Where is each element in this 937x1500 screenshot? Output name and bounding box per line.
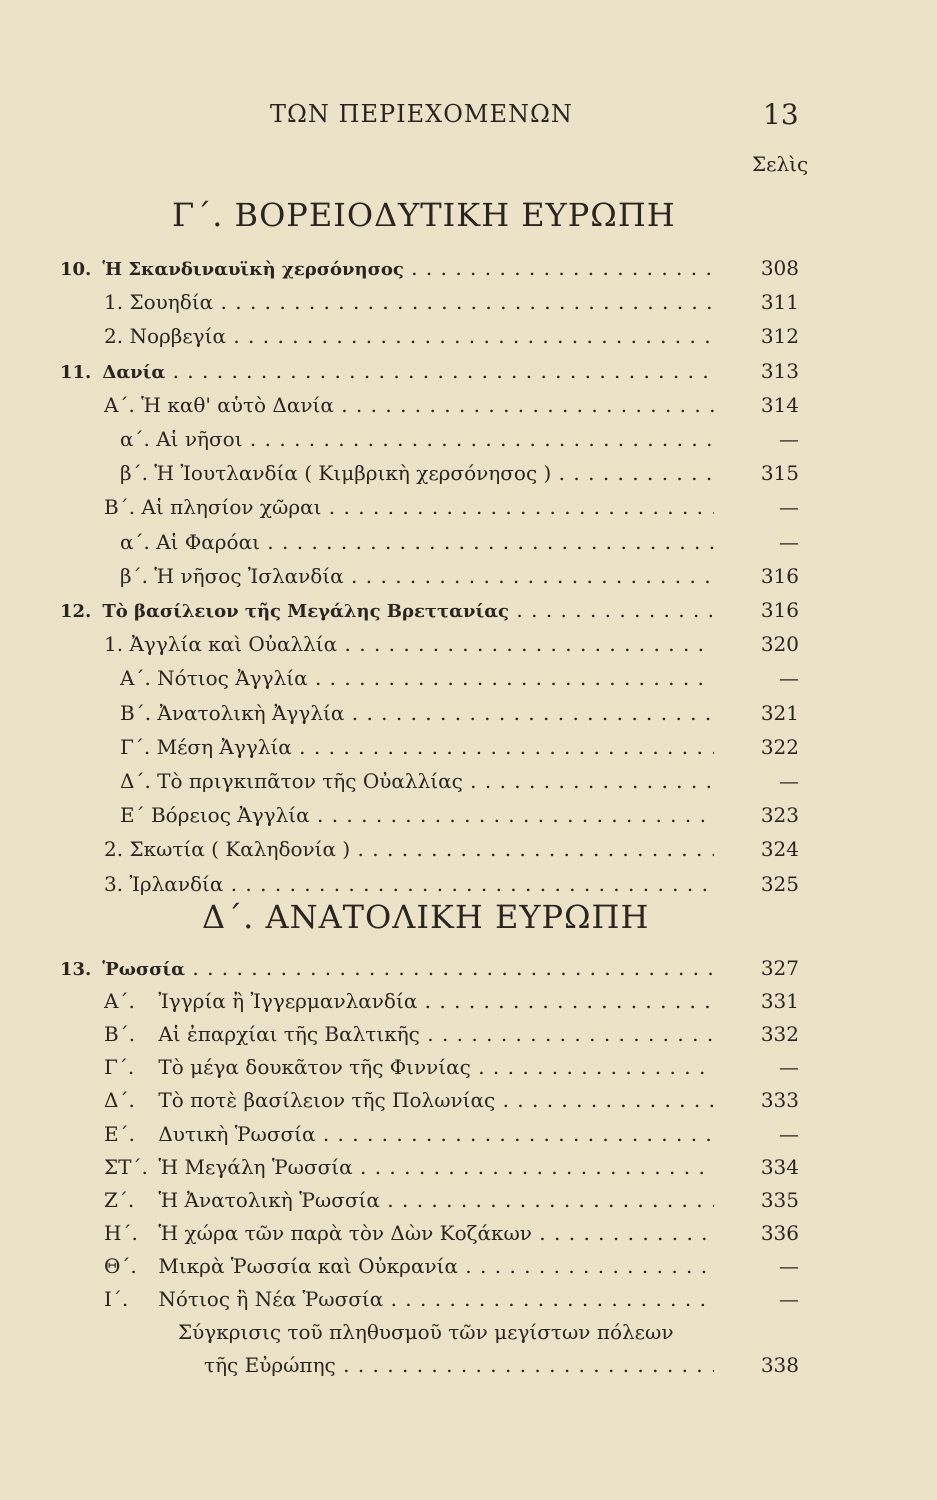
- toc-entry-text: [120, 425, 714, 453]
- toc-entry: [0, 1153, 937, 1187]
- toc-entry-text: [104, 987, 714, 1015]
- toc-entry-text: [104, 1219, 714, 1247]
- toc-entry-label: Τὸ βασίλειον τῆς Μεγάλης Βρεττανίας: [102, 601, 510, 622]
- toc-entry-label: Νότιος ἢ Νέα Ῥωσσία: [158, 1287, 384, 1311]
- toc-entry-page: 324: [760, 837, 799, 862]
- toc-entry-number: Δ΄.: [120, 769, 151, 793]
- toc-entry: [0, 596, 937, 630]
- toc-entry: [0, 357, 937, 391]
- toc-entry-label: Δανία: [102, 361, 166, 383]
- toc-entry: [0, 733, 937, 767]
- toc-entry-number: Η΄.: [104, 1220, 138, 1245]
- toc-entry-label: Τὸ πριγκιπᾶτον τῆς Οὐαλλίας: [157, 769, 463, 793]
- toc-entry-text: [60, 596, 714, 626]
- toc-entry-number: Γ΄.: [104, 1055, 135, 1080]
- toc-entry-text: [104, 1285, 714, 1313]
- toc-entry-page: —: [779, 427, 799, 451]
- toc-entry-number: 2.: [104, 837, 124, 862]
- toc-entry-number: 3.: [104, 871, 124, 896]
- toc-entry-text: [60, 254, 714, 284]
- toc-entry-label: Αἱ πλησίον χῶραι: [141, 495, 322, 520]
- toc-entry-page: 316: [760, 563, 799, 588]
- toc-entry-label: Βόρειος Ἀγγλία: [150, 803, 310, 828]
- toc-entry: [0, 459, 937, 493]
- toc-entry-page: 316: [760, 598, 799, 622]
- toc-entry: [0, 987, 937, 1021]
- toc-entry-label: Τὸ μέγα δουκᾶτον τῆς Φιννίας: [158, 1055, 471, 1080]
- toc-entry-text: [60, 954, 714, 984]
- toc-entry-page: —: [779, 1121, 799, 1146]
- toc-entry-text: [60, 357, 714, 387]
- toc-entry-page: 322: [760, 734, 799, 759]
- toc-entry-page: 308: [760, 256, 799, 280]
- toc-entry-number: 11.: [60, 361, 92, 383]
- toc-entry-label: Μικρὰ Ῥωσσία καὶ Οὐκρανία: [158, 1253, 458, 1278]
- toc-entry-page: 311: [760, 290, 799, 315]
- toc-entry-number: Ι΄.: [104, 1287, 129, 1311]
- toc-entry-text: [104, 493, 714, 521]
- toc-entry-number: ΣΤ΄.: [104, 1154, 148, 1179]
- toc-entry: [0, 528, 937, 562]
- page-number: 13: [763, 98, 799, 131]
- toc-entry: [0, 1053, 937, 1087]
- toc-entry-page: —: [779, 1287, 799, 1311]
- toc-entry-number: Β΄.: [104, 495, 136, 520]
- toc-entry: [0, 1186, 937, 1220]
- toc-entry-page: 312: [760, 324, 799, 349]
- toc-entry-number: β΄.: [120, 563, 148, 588]
- toc-entry: [0, 322, 937, 356]
- toc-entry: [0, 1252, 937, 1286]
- running-title: ΤΩΝ ΠΕΡΙΕΧΟΜΕΝΩΝ: [270, 100, 573, 128]
- toc-entry-label: Δυτικὴ Ῥωσσία: [158, 1121, 316, 1146]
- toc-entry-number: 13.: [60, 959, 92, 980]
- toc-entry: [0, 1086, 937, 1120]
- toc-entry-label: Ἡ καθ' αὑτὸ Δανία: [141, 392, 334, 417]
- toc-entry: [0, 835, 937, 869]
- toc-entry-text: [104, 1053, 714, 1081]
- toc-entry-number: Γ΄.: [120, 734, 151, 759]
- toc-entry-text: [120, 528, 714, 556]
- toc-entry-text: [120, 801, 714, 829]
- toc-entry-number: Δ΄.: [104, 1088, 135, 1113]
- toc-entry-number: 1.: [104, 632, 124, 657]
- toc-entry-page: 325: [760, 871, 799, 896]
- toc-entry-text: [104, 1252, 714, 1280]
- toc-entry-page: —: [779, 1253, 799, 1278]
- toc-entry-number: β΄.: [120, 461, 148, 486]
- toc-entry-label: Νορβεγία: [129, 324, 226, 349]
- toc-entry-text: [120, 562, 714, 590]
- toc-entry-text: [104, 1086, 714, 1114]
- toc-entry: [0, 1318, 937, 1352]
- toc-entry-number: Ε΄: [120, 803, 145, 828]
- toc-entry-page: 333: [760, 1088, 799, 1113]
- toc-entry-page: 335: [760, 1187, 799, 1212]
- toc-entry-label: Ἰγγρία ἢ Ἰγγερμανλανδία: [158, 989, 418, 1014]
- toc-entry-text: [120, 733, 714, 761]
- toc-entry-text: [120, 767, 714, 795]
- toc-entry-label: Ἡ Ἰουτλανδία ( Κιμβρικὴ χερσόνησος ): [154, 461, 552, 486]
- toc-entry: [0, 954, 937, 988]
- toc-entry-number: 12.: [60, 601, 92, 622]
- toc-entry-text: [104, 1153, 714, 1181]
- toc-entry-page: —: [779, 1055, 799, 1080]
- toc-entry-text: [104, 1186, 714, 1214]
- toc-entry-label: Αἱ νῆσοι: [156, 427, 243, 451]
- toc-entry: [0, 254, 937, 288]
- toc-entry-number: α΄.: [120, 427, 150, 451]
- toc-entry: [0, 1219, 937, 1253]
- toc-entry-text: [178, 1318, 778, 1346]
- toc-entry-page: 336: [760, 1220, 799, 1245]
- toc-entry-page: 338: [760, 1353, 799, 1378]
- toc-entry-number: Ζ΄.: [104, 1187, 135, 1212]
- toc-entry-text: [120, 699, 714, 727]
- toc-entry-number: Β΄.: [104, 1022, 136, 1047]
- toc-entry-label: Ἡ Ἀνατολικὴ Ῥωσσία: [158, 1187, 380, 1212]
- toc-entry-page: 331: [760, 989, 799, 1014]
- toc-entry-number: 2.: [104, 324, 124, 349]
- toc-entry-label: Νότιος Ἀγγλία: [157, 666, 308, 691]
- toc-entry-label: Ῥωσσία: [102, 959, 185, 980]
- toc-entry-page: 334: [760, 1154, 799, 1179]
- toc-entry-label: Σουηδία: [129, 290, 214, 315]
- toc-entry-label: τῆς Εὐρώπης: [204, 1353, 336, 1378]
- toc-entry-number: Α΄.: [104, 989, 135, 1014]
- page-column-label: Σελὶς: [752, 152, 809, 176]
- toc-entry: [0, 1120, 937, 1154]
- toc-entry-label: Ἡ νῆσος Ἰσλανδία: [154, 563, 344, 588]
- toc-entry: [0, 288, 937, 322]
- toc-entry: [0, 562, 937, 596]
- toc-entry-text: [104, 288, 714, 316]
- toc-entry: [0, 664, 937, 698]
- toc-entry-label: Ἡ Μεγάλη Ῥωσσία: [158, 1154, 353, 1179]
- section-title-east-europe: Δ΄. ΑΝΑΤΟΛΙΚΗ ΕΥΡΩΠΗ: [202, 898, 650, 936]
- toc-entry-text: [204, 1351, 714, 1379]
- toc-entry-page: 320: [760, 632, 799, 657]
- toc-entry-text: [104, 391, 714, 419]
- toc-entry: [0, 1020, 937, 1054]
- toc-entry-number: Ε΄.: [104, 1121, 135, 1146]
- toc-entry: [0, 767, 937, 801]
- toc-entry-page: 313: [760, 358, 799, 383]
- toc-entry-number: Β΄.: [120, 700, 152, 725]
- toc-entry-page: 321: [760, 700, 799, 725]
- toc-entry-text: [104, 870, 714, 898]
- toc-entry-text: [104, 835, 714, 863]
- toc-entry-label: Σκωτία ( Καληδονία ): [129, 837, 351, 862]
- toc-entry-number: 10.: [60, 259, 92, 280]
- toc-entry-label: Ἀνατολικὴ Ἀγγλία: [157, 700, 345, 725]
- toc-entry-text: [120, 664, 714, 692]
- toc-entry-text: [104, 1020, 714, 1048]
- toc-entry-label: Αἱ ἐπαρχίαι τῆς Βαλτικῆς: [158, 1022, 420, 1047]
- toc-entry-label: Μέση Ἀγγλία: [156, 734, 292, 759]
- toc-entry-label: Σύγκρισις τοῦ πληθυσμοῦ τῶν μεγίστων πόλεων: [178, 1320, 674, 1345]
- toc-entry-number: 1.: [104, 290, 124, 315]
- toc-entry: [0, 699, 937, 733]
- toc-entry-page: 332: [760, 1022, 799, 1047]
- toc-entry-label: Ἡ Σκανδιναυϊκὴ χερσόνησος: [102, 259, 404, 280]
- toc-entry: [0, 630, 937, 664]
- toc-entry-label: Τὸ ποτὲ βασίλειον τῆς Πολωνίας: [158, 1088, 496, 1113]
- toc-entry-number: Α΄.: [104, 392, 135, 417]
- toc-entry-number: Θ΄.: [104, 1253, 137, 1278]
- toc-entry: [0, 425, 937, 459]
- toc-entry-page: 327: [760, 956, 799, 980]
- toc-entry: [0, 493, 937, 527]
- toc-entry: [0, 391, 937, 425]
- toc-entry-page: 315: [760, 461, 799, 486]
- toc-entry-page: —: [779, 666, 799, 691]
- toc-entry-text: [104, 630, 714, 658]
- toc-entry: [0, 1285, 937, 1319]
- toc-entry-label: Ἰρλανδία: [129, 871, 224, 896]
- toc-entry-text: [104, 1120, 714, 1148]
- toc-entry: [0, 801, 937, 835]
- toc-entry-page: 314: [760, 392, 799, 417]
- toc-entry-text: [120, 459, 714, 487]
- toc-entry-label: Ἡ χώρα τῶν παρὰ τὸν Δὼν Κοζάκων: [158, 1220, 532, 1245]
- toc-entry-page: —: [779, 529, 799, 554]
- toc-entry-number: Α΄.: [120, 666, 151, 691]
- section-title-northwest-europe: Γ΄. ΒΟΡΕΙΟΔΥΤΙΚΗ ΕΥΡΩΠΗ: [172, 196, 676, 234]
- toc-entry-page: —: [779, 495, 799, 520]
- toc-entry-number: α΄.: [120, 529, 150, 554]
- toc-entry-page: 323: [760, 803, 799, 828]
- toc-entry-text: [104, 322, 714, 350]
- toc-entry: [0, 1351, 937, 1385]
- toc-entry-label: Ἀγγλία καὶ Οὐαλλία: [129, 632, 338, 657]
- toc-entry-page: —: [779, 769, 799, 793]
- toc-entry-label: Αἱ Φαρόαι: [156, 529, 260, 554]
